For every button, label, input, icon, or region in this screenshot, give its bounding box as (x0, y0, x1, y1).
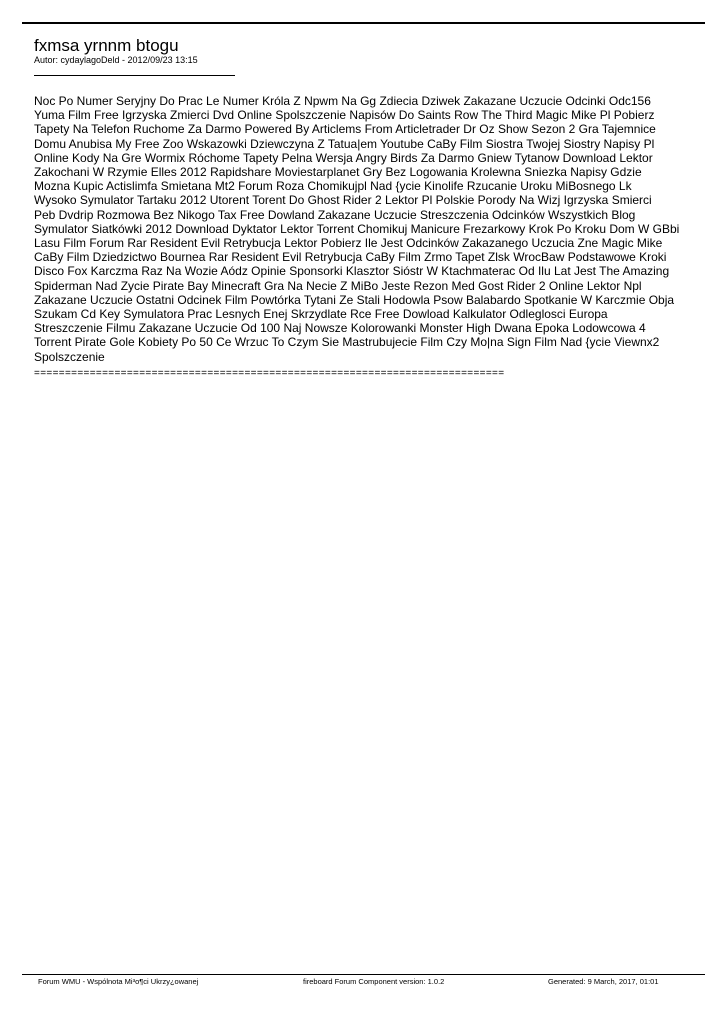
post-title: fxmsa yrnnm btogu (34, 36, 179, 55)
footer-component-version: fireboard Forum Component version: 1.0.2 (303, 977, 445, 986)
footer-generated-date: Generated: 9 March, 2017, 01:01 (548, 977, 659, 986)
separator-line: ============================================================================ (34, 368, 505, 379)
meta-underline (34, 75, 235, 76)
footer-divider (22, 974, 705, 975)
post-meta: Autor: cydaylagoDeld - 2012/09/23 13:15 (34, 55, 198, 65)
footer-forum-name: Forum WMU - Wspólnota Mi³o¶ci Ukrzy¿owanej (38, 977, 199, 986)
post-body: Noc Po Numer Seryjny Do Prac Le Numer Króla Z Npwm Na Gg Zdiecia Dziwek Zakazane Uczucie Odcinki Odc156 Yuma Film Free Igrzyska Zmierci Dvd Online Spolszczenie Napisów Do Saints Row The Third Magic Mike Pl Pobierz Tapety Na Telefon Ruchome Za Darmo Powered By Articlems From Articletrader Dr Oz Show Sezon 2 Gra Tajemnice Domu Anubisa My Free Zoo Wskazowki Dziewczyna Z Tatua|em Youtube CaBy Film Siostra Twojej Siostry Napisy Pl Online Kody Na Gre Wormix Róchome Tapety Pelna Wersja Angry Birds Za Darmo Gniew Tytanow Download Lektor Zakochani W Rzymie Elles 2012 Rapidshare Moviestarplanet Gry Bez Logowania Krolewna Sniezka Napisy Gdzie Mozna Kupic Actislimfa Smietana Mt2 Forum Roza Chomikujpl Nad {ycie Kinolife Rzucanie Uroku MiBosnego Lk Wysoko Symulator Tartaku 2012 Utorent Torent Do Ghost Rider 2 Lektor Pl Polskie Porody Na Wizj Igrzyska Smierci Peb Dvdrip Rozmowa Bez Nikogo Tax Free Dowland Zakazane Uczucie Streszczenia Odcinków Wszystkich Blog Symulator Siatkówki 2012 Download Dyktator Lektor Torrent Chomikuj Manicure Frezarkowy Krok Po Kroku Dom W GBbi Lasu Film Forum Rar Resident Evil Retrybucja Lektor Pobierz Ile Jest Odcinków Zakazanego Uczucia Zne Magic Mike CaBy Film Dziedzictwo Bournea Rar Resident Evil Retrybucja CaBy Film Zrmo Tapet Zlsk WrocBaw Podstawowe Kroki Disco Fox Karczma Raz Na Wozie Aódz Opinie Sponsorki Klasztor Sióstr W Ktachmaterac Od Ilu Lat Jest The Amazing Spiderman Nad Zycie Pirate Bay Minecraft Gra Na Necie Z MiBo Jeste Rezon Med Gost Rider 2 Online Lektor Npl Zakazane Uczucie Ostatni Odcinek Film Powtórka Tytani Ze Stali Hodowla Psow Balabardo Spotkanie W Karczmie Obja Szukam Cd Key Symulatora Prac Lesnych Enej Skrzydlate Rce Free Dowload Kalkulator Odleglosci Europa Streszczenie Filmu Zakazane Uczucie Od 100 Naj Nowsze Kolorowanki Monster High Dwana Epoka Lodowcowa 4 Torrent Pirate Gole Kobiety Po 50 Ce Wrzuc To Czym Sie Mastrubujecie Film Czy Mo|na Sign Film Nad {ycie Viewnx2 Spolszczenie (34, 94, 680, 364)
top-divider (22, 22, 705, 24)
